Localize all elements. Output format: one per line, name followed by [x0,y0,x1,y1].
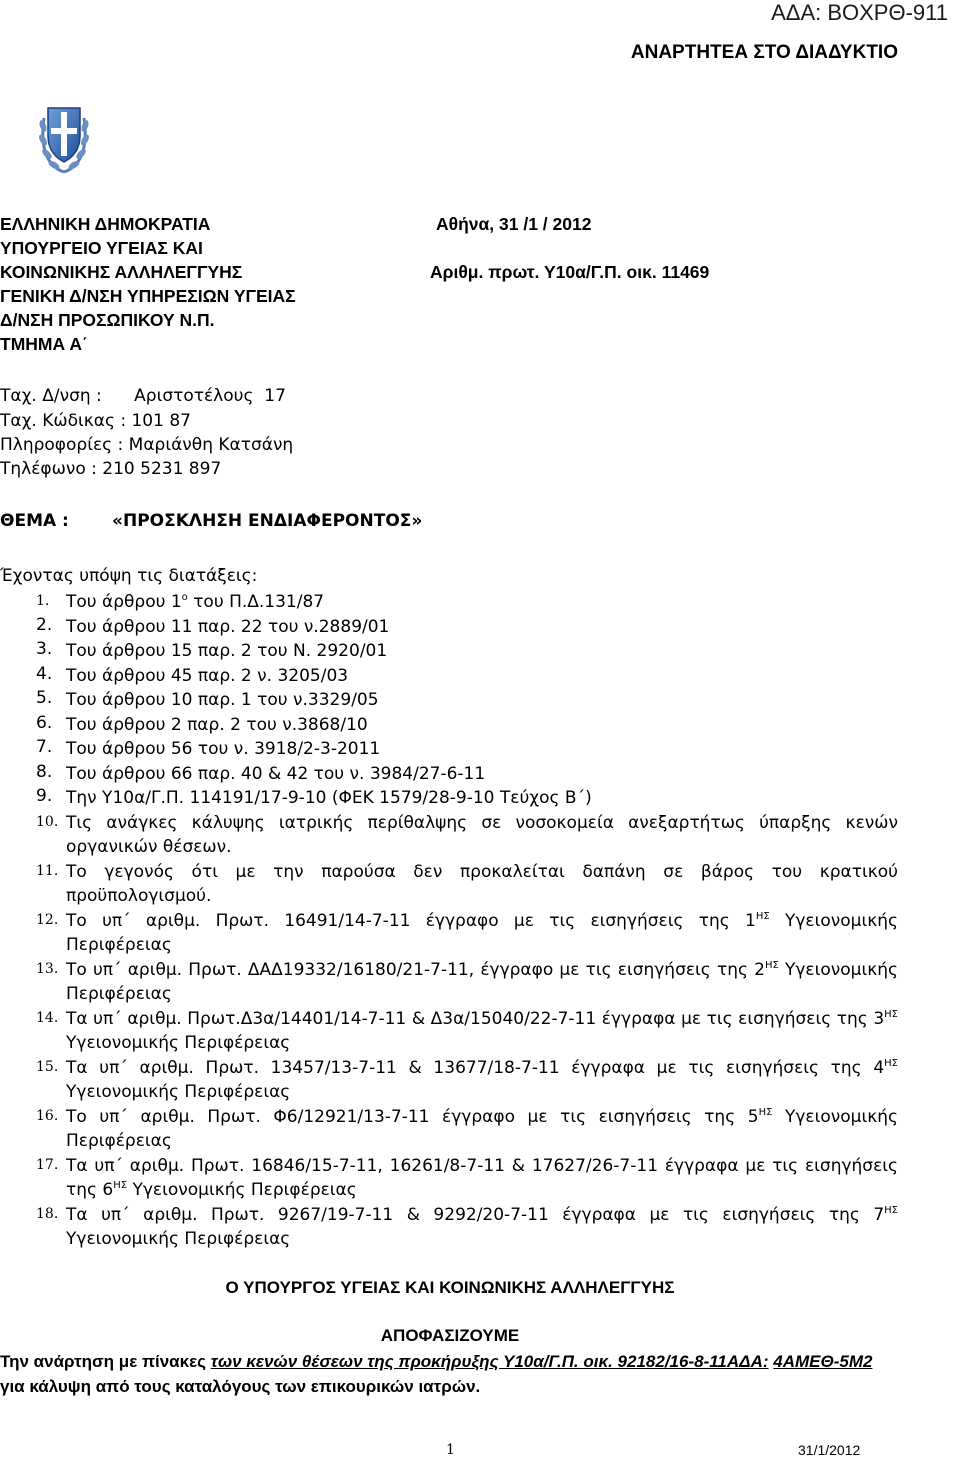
footer-date: 31/1/2012 [798,1442,861,1458]
contact-address: Ταχ. Δ/νση : Αριστοτέλους 17 [0,386,286,406]
provision-number: 1. [36,593,50,609]
provision-text [66,786,898,811]
provision-text-main: Του άρθρου 11 παρ. 22 του ν.2889/01 [66,616,390,637]
protocol-number: Αριθμ. πρωτ. Υ10α/Γ.Π. οικ. 11469 [430,262,710,282]
provision-item [0,811,960,860]
provision-superscript: ο [181,592,188,603]
header-line-1: ΕΛΛΗΝΙΚΗ ΔΗΜΟΚΡΑΤΙΑ [0,214,211,234]
provision-text-main: Του άρθρου 10 παρ. 1 του ν.3329/05 [66,690,379,710]
subject-text: «ΠΡΟΣΚΛΗΣΗ ΕΝΔΙΑΦΕΡΟΝΤΟΣ» [112,511,423,531]
provision-number: 5. [36,688,53,708]
provision-superscript: ΗΣ [755,910,770,922]
greek-emblem-icon [38,96,90,176]
provision-text-main: Τα υπ΄ αριθμ. Πρωτ. 16846/15-7-11, 16261/8-7-11 & 17627/26-7-11 έγγραφα με τις εισηγήσεις της 6 [66,1155,898,1200]
provision-text [66,811,898,860]
provision-item [0,1056,960,1105]
provision-superscript: ΗΣ [758,1106,773,1118]
provision-number: 11. [36,862,59,879]
provision-item [0,958,960,1007]
provision-text [66,615,898,640]
header-line-2: ΥΠΟΥΡΓΕΙΟ ΥΓΕΙΑΣ ΚΑΙ [0,238,203,258]
provision-item [0,688,960,713]
header-line-6: ΤΜΗΜΑ Α΄ [0,334,88,354]
provision-number: 6. [36,712,53,733]
provision-item [0,909,960,958]
decision-text [0,1350,900,1399]
provision-text [66,1203,898,1252]
header-line-5: Δ/ΝΣΗ ΠΡΟΣΩΠΙΚΟΥ Ν.Π. [0,310,215,330]
provision-number: 13. [36,960,59,977]
provision-item [0,762,960,787]
provision-number: 17. [36,1156,59,1173]
provision-text-main: Του άρθρου 1 [66,592,182,612]
provision-item [0,664,960,689]
contact-postal-code: Ταχ. Κώδικας : 101 87 [0,411,191,431]
provision-item [0,786,960,811]
considering-intro: Έχοντας υπόψη τις διατάξεις: [0,566,258,586]
provision-text-tail: Υγειονομικής Περιφέρειας [66,1106,898,1151]
provision-text-main: Τα υπ΄ αριθμ. Πρωτ. 13457/13-7-11 & 13677/18-7-11 έγγραφα με τις εισηγήσεις της 4 [66,1057,885,1078]
provision-text [66,860,898,909]
provision-text [66,590,898,615]
provision-text [66,909,898,958]
provision-item [0,737,960,762]
provision-number: 2. [36,614,53,635]
ada-code: ΑΔΑ: ΒΟΧΡΘ-911 [771,0,948,25]
decision-link-ada[interactable]: 4ΑΜΕΘ-5Μ2 [773,1352,873,1371]
provision-text-main: Το υπ΄ αριθμ. Πρωτ. Φ6/12921/13-7-11 έγγραφο με τις εισηγήσεις της 5 [66,1106,759,1127]
provision-number: 8. [36,761,53,782]
provision-text [66,1105,898,1154]
provision-text-main: Του άρθρου 15 παρ. 2 του Ν. 2920/01 [66,641,388,661]
provision-number: 4. [36,663,53,684]
provision-text-main: Του άρθρου 2 παρ. 2 του ν.3868/10 [66,714,368,735]
provision-superscript: ΗΣ [884,1057,898,1069]
provision-text [66,1154,898,1203]
provision-item [0,860,960,909]
provision-item [0,1154,960,1203]
provision-superscript: ΗΣ [884,1008,898,1020]
provision-text [66,737,898,762]
provision-text-tail: Υγειονομικής Περιφέρειας [127,1180,357,1200]
provision-text [66,713,898,738]
provision-text-tail: Υγειονομικής Περιφέρειας [66,1082,291,1102]
decision-heading: ΑΠΟΦΑΣΙΖΟΥΜΕ [380,1326,520,1345]
provisions-list [0,590,960,1252]
provision-number: 12. [36,911,59,928]
provision-item [0,639,960,664]
provision-text-main: Τα υπ΄ αριθμ. Πρωτ.Δ3α/14401/14-7-11 & Δ3α/15040/22-7-11 έγγραφα με τις εισηγήσεις της 3 [66,1008,885,1029]
provision-number: 10. [36,813,59,830]
provision-text-tail: Υγειονομικής Περιφέρειας [66,959,898,1004]
provision-item [0,615,960,640]
provision-text-main: Την Υ10α/Γ.Π. 114191/17-9-10 (ΦΕΚ 1579/28-9-10 Τεύχος Β΄) [66,788,592,808]
provision-text [66,639,898,664]
provision-text-main: Το γεγονός ότι με την παρούσα δεν προκαλείται δαπάνη σε βάρος του κρατικού προϋπολογισμού. [66,861,898,906]
provision-text-main: Τα υπ΄ αριθμ. Πρωτ. 9267/19-7-11 & 9292/20-7-11 έγγραφα με τις εισηγήσεις της 7 [66,1204,885,1225]
provision-text-tail: Υγειονομικής Περιφέρειας [66,1033,291,1053]
provision-text [66,664,898,689]
provision-text-tail: του Π.Δ.131/87 [187,592,325,612]
provision-number: 3. [36,639,53,659]
provision-text-tail: Υγειονομικής Περιφέρειας [66,1229,291,1249]
contact-phone: Τηλέφωνο : 210 5231 897 [0,459,222,479]
provision-text-main: Το υπ΄ αριθμ. Πρωτ. 16491/14-7-11 έγγραφο με τις εισηγήσεις της 1 [66,910,756,931]
provision-superscript: ΗΣ [764,959,779,971]
provision-superscript: ΗΣ [113,1180,128,1191]
contact-info-person: Πληροφορίες : Μαριάνθη Κατσάνη [0,435,294,455]
provision-superscript: ΗΣ [884,1204,898,1216]
provision-text [66,958,898,1007]
provision-number: 14. [36,1009,59,1026]
posted-notice: ΑΝΑΡΤΗΤΕΑ ΣΤΟ ΔΙΑΔΥΚΤΙΟ [630,42,898,63]
provision-number: 7. [36,737,53,757]
provision-text-main: Του άρθρου 45 παρ. 2 ν. 3205/03 [66,665,349,686]
footer-page-number: 1 [446,1442,455,1458]
provision-item [0,590,960,615]
decision-text-part1: Την ανάρτηση με πίνακες [0,1352,211,1371]
provision-text [66,762,898,787]
provision-text-main: Του άρθρου 56 του ν. 3918/2-3-2011 [66,739,381,759]
provision-item [0,713,960,738]
header-line-3: ΚΟΙΝΩΝΙΚΗΣ ΑΛΛΗΛΕΓΓΥΗΣ [0,262,243,282]
document-date: Αθήνα, 31 /1 / 2012 [436,214,592,234]
provision-number: 9. [36,786,53,806]
provision-text [66,1056,898,1105]
provision-number: 15. [36,1058,59,1075]
minister-heading: Ο ΥΠΟΥΡΓΟΣ ΥΓΕΙΑΣ ΚΑΙ ΚΟΙΝΩΝΙΚΗΣ ΑΛΛΗΛΕΓΓΥΗΣ [225,1278,675,1297]
provision-text-main: Τις ανάγκες κάλυψης ιατρικής περίθαλψης σε νοσοκομεία ανεξαρτήτως ύπαρξης κενών οργανικών θέσεων. [66,812,898,857]
provision-item [0,1007,960,1056]
provision-number: 16. [36,1107,59,1124]
provision-number: 18. [36,1205,59,1222]
provision-text [66,688,898,713]
provision-item [0,1105,960,1154]
provision-item [0,1203,960,1252]
decision-text-part3: για κάλυψη από τους καταλόγους των επικουρικών ιατρών. [0,1376,481,1396]
subject-label: ΘΕΜΑ : [0,511,69,531]
header-line-4: ΓΕΝΙΚΗ Δ/ΝΣΗ ΥΠΗΡΕΣΙΩΝ ΥΓΕΙΑΣ [0,286,296,306]
provision-text [66,1007,898,1056]
decision-link-vacancies[interactable]: των κενών θέσεων της προκήρυξης Υ10α/Γ.Π. οικ. 92182/16-8-11ΑΔΑ: [210,1352,769,1371]
provision-text-main: Του άρθρου 66 παρ. 40 & 42 του ν. 3984/27-6-11 [66,763,486,784]
provision-text-main: Το υπ΄ αριθμ. Πρωτ. ΔΑΔ19332/16180/21-7-11, έγγραφο με τις εισηγήσεις της 2 [66,959,765,980]
provision-text-tail: Υγειονομικής Περιφέρειας [66,910,898,955]
